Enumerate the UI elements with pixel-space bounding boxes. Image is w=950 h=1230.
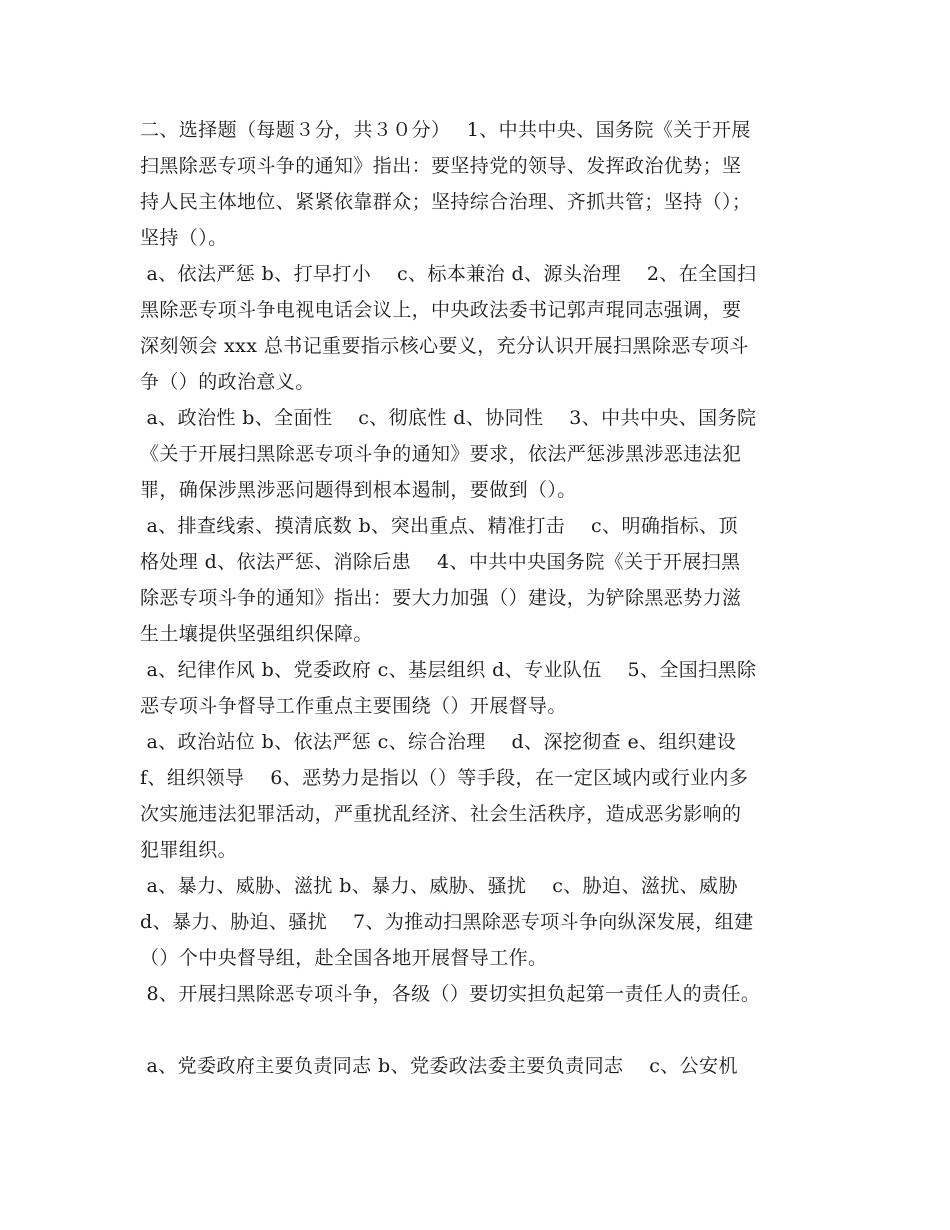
- text-line: 持人民主体地位、紧紧依靠群众；坚持综合治理、齐抓共管；坚持（）；: [140, 191, 752, 213]
- text-line: 除恶专项斗争的通知》指出：要大力加强（）建设，为铲除黑恶势力滋: [140, 587, 742, 609]
- text-line: 深刻领会 xxx 总书记重要指示核心要义，充分认识开展扫黑除恶专项斗: [140, 335, 749, 357]
- text-line: 《关于开展扫黑除恶专项斗争的通知》要求，依法严惩涉黑涉恶违法犯: [140, 443, 742, 465]
- text-line: 恶专项斗争督导工作重点主要围绕（）开展督导。: [140, 695, 567, 717]
- text-line: 次实施违法犯罪活动，严重扰乱经济、社会生活秩序，造成恶劣影响的: [140, 803, 742, 825]
- text-line: 黑除恶专项斗争电视电话会议上，中央政法委书记郭声琨同志强调，要: [140, 299, 742, 321]
- text-line: 二、选择题（每题３分，共３０分） 1、中共中央、国务院《关于开展: [140, 119, 751, 141]
- text-line: a、依法严惩 b、打早打小 c、标本兼治 d、源头治理 2、在全国扫: [140, 263, 757, 285]
- text-line: a、政治性 b、全面性 c、彻底性 d、协同性 3、中共中央、国务院: [140, 407, 757, 429]
- text-line: 格处理 d、依法严惩、消除后患 4、中共中央国务院《关于开展扫黑: [140, 551, 741, 573]
- text-line: 扫黑除恶专项斗争的通知》指出：要坚持党的领导、发挥政治优势；坚: [140, 155, 742, 177]
- text-line: a、政治站位 b、依法严惩 c、综合治理 d、深挖彻查 e、组织建设: [140, 731, 737, 753]
- text-line: d、暴力、胁迫、骚扰 7、为推动扫黑除恶专项斗争向纵深发展，组建: [140, 911, 754, 933]
- text-line: a、党委政府主要负责同志 b、党委政法委主要负责同志 c、公安机: [140, 1055, 738, 1077]
- text-line: 坚持（）。: [140, 227, 228, 249]
- text-line: 犯罪组织。: [140, 839, 238, 861]
- text-line: 争（）的政治意义。: [140, 371, 315, 393]
- text-line: a、纪律作风 b、党委政府 c、基层组织 d、专业队伍 5、全国扫黑除: [140, 659, 757, 681]
- text-line: a、暴力、威胁、滋扰 b、暴力、威胁、骚扰 c、胁迫、滋扰、威胁: [140, 875, 738, 897]
- text-line: 生土壤提供坚强组织保障。: [140, 623, 373, 645]
- text-line: f、组织领导 6、恶势力是指以（）等手段，在一定区域内或行业内多: [140, 767, 749, 789]
- text-line: 8、开展扫黑除恶专项斗争，各级（）要切实担负起第一责任人的责任。: [140, 983, 761, 1005]
- text-line: a、排查线索、摸清底数 b、突出重点、精准打击 c、明确指标、顶: [140, 515, 738, 537]
- text-line: 罪，确保涉黑涉恶问题得到根本遏制，要做到（）。: [140, 479, 577, 501]
- text-line: （）个中央督导组，赴全国各地开展督导工作。: [140, 947, 548, 969]
